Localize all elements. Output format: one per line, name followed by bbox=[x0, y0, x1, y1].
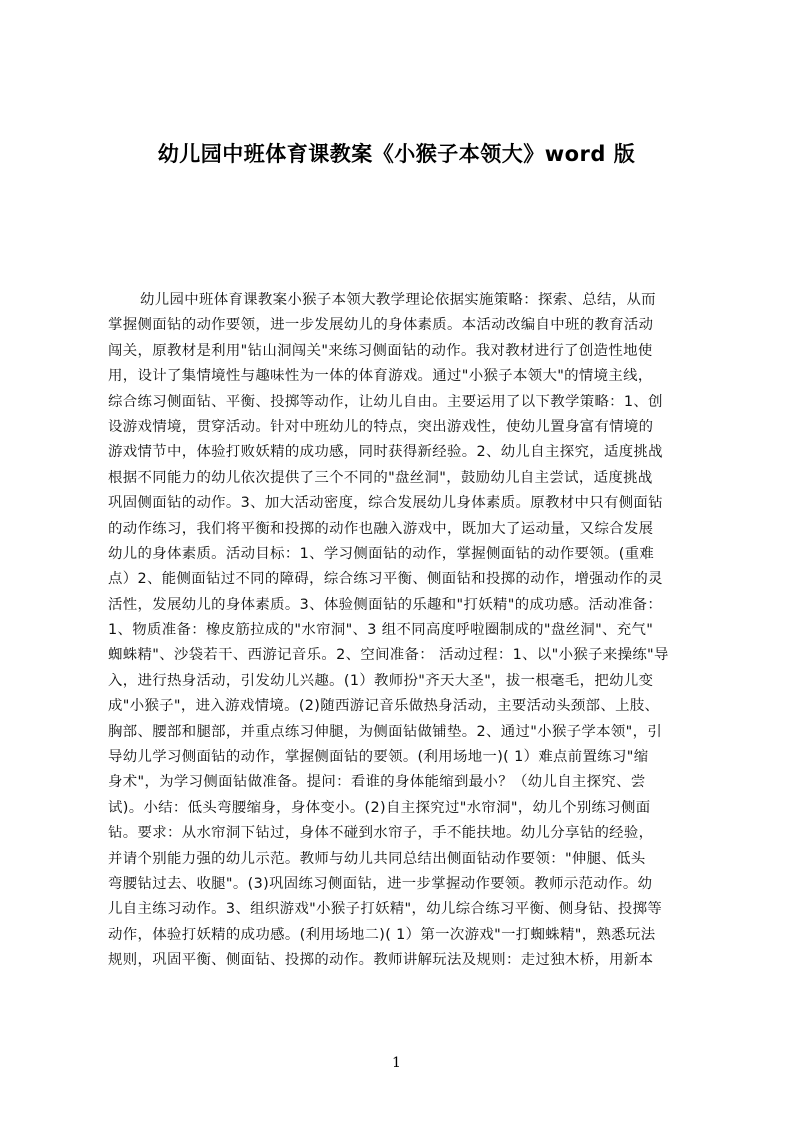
body-line: 胸部、腰部和腿部，并重点练习伸腿，为侧面钻做铺垫。2、通过"小猴子学本领"，引 bbox=[108, 723, 663, 740]
body-line: 1、物质准备：橡皮筋拉成的"水帘洞"、3 组不同高度呼啦圈制成的"盘丝洞"、充气" bbox=[108, 622, 654, 639]
body-line: 巩固侧面钻的动作。3、加大活动密度，综合发展幼儿身体素质。原教材中只有侧面钻 bbox=[108, 495, 663, 512]
body-line: 动作，体验打妖精的成功感。(利用场地二)( 1）第一次游戏"一打蜘蛛精"，熟悉玩法 bbox=[108, 926, 656, 943]
document-title: 幼儿园中班体育课教案《小猴子本领大》word 版 bbox=[157, 142, 636, 166]
body-line: 成"小猴子"，进入游戏情境。(2)随西游记音乐做热身活动，主要活动头颈部、上肢、 bbox=[108, 698, 660, 715]
body-line: 闯关，原教材是利用"钻山洞闯关"来练习侧面钻的动作。我对教材进行了创造性地使 bbox=[108, 342, 653, 359]
body-line: 弯腰钻过去、收腿"。(3)巩固练习侧面钻，进一步掌握动作要领。教师示范动作。幼 bbox=[108, 875, 653, 892]
body-line: 游戏情节中，体验打败妖精的成功感，同时获得新经验。2、幼儿自主探究，适度挑战 bbox=[108, 444, 663, 461]
body-line: 用，设计了集情境性与趣味性为一体的体育游戏。通过"小猴子本领大"的情境主线， bbox=[108, 368, 653, 385]
body-line: 点）2、能侧面钻过不同的障碍，综合练习平衡、侧面钻和投掷的动作，增强动作的灵 bbox=[108, 571, 663, 588]
body-line: 试)。小结：低头弯腰缩身，身体变小。(2)自主探究过"水帘洞"，幼儿个别练习侧面 bbox=[108, 799, 651, 816]
body-line: 并请个别能力强的幼儿示范。教师与幼儿共同总结出侧面钻动作要领："伸腿、低头 bbox=[108, 850, 646, 867]
body-line: 掌握侧面钻的动作要领，进一步发展幼儿的身体素质。本活动改编自中班的教育活动 bbox=[108, 317, 654, 334]
body-line: 幼儿的身体素质。活动目标：1、学习侧面钻的动作，掌握侧面钻的动作要领。(重难 bbox=[108, 545, 655, 562]
body-line: 根据不同能力的幼儿依次提供了三个不同的"盘丝洞"，鼓励幼儿自主尝试，适度挑战 bbox=[108, 469, 653, 486]
body-line: 导幼儿学习侧面钻的动作，掌握侧面钻的要领。(利用场地一)( 1）难点前置练习"缩 bbox=[108, 749, 649, 766]
body-line: 幼儿园中班体育课教案小猴子本领大教学理论依据实施策略：探索、总结，从而 bbox=[140, 292, 656, 308]
body-line: 综合练习侧面钻、平衡、投掷等动作，让幼儿自由。主要运用了以下教学策略：1、创 bbox=[108, 393, 663, 410]
body-line: 入，进行热身活动，引发幼儿兴趣。(1）教师扮"齐天大圣"，拔一根毫毛，把幼儿变 bbox=[108, 672, 654, 689]
page-number: 1 bbox=[392, 1055, 401, 1071]
body-line: 设游戏情境，贯穿活动。针对中班幼儿的特点，突出游戏性，使幼儿置身富有情境的 bbox=[108, 418, 654, 435]
body-line: 活性，发展幼儿的身体素质。3、体验侧面钻的乐趣和"打妖精"的成功感。活动准备： bbox=[108, 596, 663, 613]
body-line: 钻。要求：从水帘洞下钻过，身体不碰到水帘子，手不能扶地。幼儿分享钻的经验， bbox=[108, 825, 654, 842]
body-line: 身术"，为学习侧面钻做准备。提问：看谁的身体能缩到最小？（幼儿自主探究、尝 bbox=[108, 774, 646, 791]
body-line: 规则，巩固平衡、侧面钻、投掷的动作。教师讲解玩法及规则：走过独木桥，用新本 bbox=[108, 952, 654, 969]
body-line: 儿自主练习动作。3、组织游戏"小猴子打妖精"，幼儿综合练习平衡、侧身钻、投掷等 bbox=[108, 901, 663, 918]
body-line: 蜘蛛精"、沙袋若干、西游记音乐。2、空间准备： 活动过程：1、以"小猴子来操练"导 bbox=[108, 647, 669, 664]
body-line: 的动作练习，我们将平衡和投掷的动作也融入游戏中，既加大了运动量，又综合发展 bbox=[108, 520, 654, 537]
document-body bbox=[108, 288, 698, 1008]
